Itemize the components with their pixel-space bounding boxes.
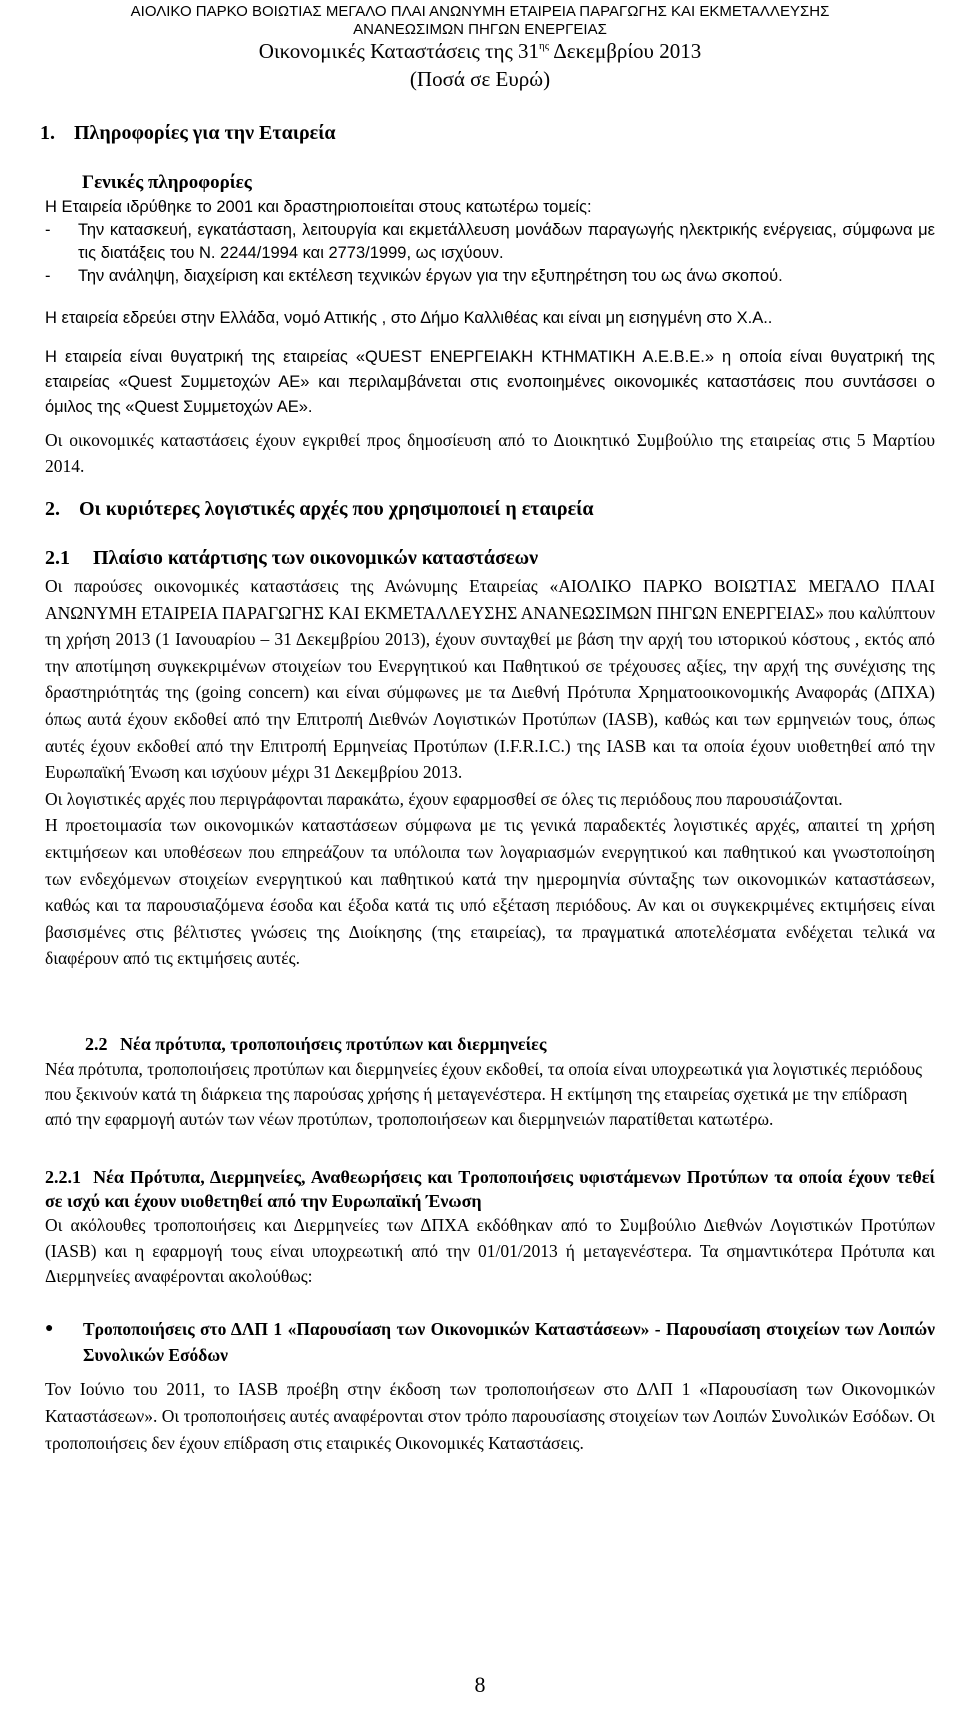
- parent-company-paragraph: Η εταιρεία είναι θυγατρική της εταιρείας «QUEST ΕΝΕΡΓΕΙΑΚΗ ΚΤΗΜΑΤΙΚΗ Α.Ε.Β.Ε.» η οποία είναι θυγατρική της εταιρείας «Quest Συμμετοχών ΑΕ» και περιλαμβάνεται στις ενοποιημένες οικονομικές καταστάσεις που συντάσσει ο όμιλος της «Quest Συμμετοχών ΑΕ».: [45, 348, 935, 416]
- section-2-title: Οι κυριότερες λογιστικές αρχές που χρησιμοποιεί η εταιρεία: [79, 498, 594, 520]
- subsection-2-1-title: Πλαίσιο κατάρτισης των οικονομικών καταστάσεων: [93, 547, 539, 569]
- amounts-currency-note: (Ποσά σε Ευρώ): [409, 67, 551, 91]
- company-name-line-1: ΑΙΟΛΙΚΟ ΠΑΡΚΟ ΒΟΙΩΤΙΑΣ ΜΕΓΑΛΟ ΠΛΑΙ ΑΝΩΝΥΜΗ ΕΤΑΙΡΕΙΑ ΠΑΡΑΓΩΓΗΣ ΚΑΙ ΕΚΜΕΤΑΛΛΕΥΣΗΣ: [130, 3, 830, 20]
- subsection-2-2-number: 2.2: [85, 1034, 108, 1054]
- bullet-dot-icon: ●: [45, 1321, 54, 1336]
- subsection-2-2-1-title: Νέα Πρότυπα, Διερμηνείες, Αναθεωρήσεις και Τροποποιήσεις υφιστάμενων Προτύπων τα οποία έχουν τεθεί σε ισχύ και έχουν υιοθετηθεί από την Ευρωπαϊκή Ένωση: [45, 1167, 935, 1211]
- subsection-2-2-title: Νέα πρότυπα, τροποποιήσεις προτύπων και διερμηνείες: [120, 1034, 547, 1054]
- intro-paragraph: Η Εταιρεία ιδρύθηκε το 2001 και δραστηριοποιείται στους κατωτέρω τομείς:: [45, 198, 592, 216]
- approval-paragraph: Οι οικονομικές καταστάσεις έχουν εγκριθεί προς δημοσίευση από το Διοικητικό Συμβούλιο της εταιρείας στις 5 Μαρτίου 2014.: [45, 430, 935, 476]
- seat-paragraph: Η εταιρεία εδρεύει στην Ελλάδα, νομό Αττικής , στο Δήμο Καλλιθέας και είναι μη εισηγμένη στο Χ.Α..: [45, 309, 773, 327]
- activity-item-2: - Την ανάληψη, διαχείριση και εκτέλεση τεχνικών έργων για την εξυπηρέτηση του ως άνω σκοπού.: [45, 267, 783, 285]
- new-standards-paragraph: Νέα πρότυπα, τροποποιήσεις προτύπων και διερμηνείες έχουν εκδοθεί, τα οποία είναι υποχρεωτικά για λογιστικές περιόδους που ξεκινούν κατά τη διάρκεια της παρούσας χρήσης ή μεταγενέστερα. Η εκτίμηση της εταιρείας σχετικά με την επίδραση από την εφαρμογή αυτών των νέων προτύπων, τροποποιήσεων και διερμηνειών παρατίθεται κατωτέρω.: [45, 1059, 923, 1129]
- ias1-bullet-title: Τροποποιήσεις στο ΔΛΠ 1 «Παρουσίαση των Οικονομικών Καταστάσεων» - Παρουσίαση στοιχείων των Λοιπών Συνολικών Εσόδων: [83, 1319, 935, 1365]
- statements-title-pre: Οικονομικές Καταστάσεις της 31: [258, 39, 540, 63]
- general-info-subtitle: Γενικές πληροφορίες: [82, 172, 252, 193]
- ias1-bullet-item: [45, 1316, 935, 1368]
- subsection-2-2-1-heading: [45, 1165, 935, 1213]
- section-1-body: [45, 196, 935, 288]
- statements-title: [0, 38, 960, 64]
- section-2-number: 2.: [45, 498, 60, 520]
- ias1-paragraph: Τον Ιούνιο του 2011, το IASB προέβη στην έκδοση των τροποποιήσεων στο ΔΛΠ 1 «Παρουσίαση των Οικονομικών Καταστάσεων». Οι τροποποιήσεις αυτές αναφέρονται στον τρόπο παρουσίασης στοιχείων των Λοιπών Συνολικών Εσόδων. Οι τροποποιήσεις δεν έχουν επίδραση στις εταιρικές Οικονομικές Καταστάσεις.: [45, 1379, 935, 1453]
- page-number: 8: [474, 1672, 486, 1697]
- subsection-2-2-1-number: 2.2.1: [45, 1167, 81, 1187]
- section-1-heading: [40, 120, 840, 146]
- framework-paragraph: Οι παρούσες οικονομικές καταστάσεις της Ανώνυμης Εταιρείας «ΑΙΟΛΙΚΟ ΠΑΡΚΟ ΒΟΙΩΤΙΑΣ ΜΕΓΑΛΟ ΠΛΑΙ ΑΝΩΝΥΜΗ ΕΤΑΙΡΕΙΑ ΠΑΡΑΓΩΓΗΣ ΚΑΙ ΕΚΜΕΤΑΛΛΕΥΣΗΣ ΑΝΑΝΕΩΣΙΜΩΝ ΠΗΓΩΝ ΕΝΕΡΓΕΙΑΣ» που καλύπτουν τη χρήση 2013 (1 Ιανουαρίου – 31 Δεκεμβρίου 2013), έχουν συνταχθεί με βάση την αρχή του ιστορικού κόστους , εκτός από την αποτίμηση συγκεκριμένων στοιχείων του Ενεργητικού και Παθητικού σε τρέχουσες αξίες, την αρχή της συνέχισης της δραστηριότητάς της (going concern) και είναι σύμφωνες με τα Διεθνή Πρότυπα Χρηματοοικονομικής Αναφοράς (ΔΠΧΑ) όπως αυτά έχουν εκδοθεί από την Επιτροπή Διεθνών Λογιστικών Προτύπων (IASB), καθώς και των ερμηνειών τους, όπως αυτές έχουν εκδοθεί από την Επιτροπή Ερμηνείας Προτύπων (I.F.R.I.C.) της IASB και τα οποία έχουν υιοθετηθεί από την Ευρωπαϊκή Ένωση και ισχύουν μέχρι 31 Δεκεμβρίου 2013.: [45, 576, 935, 783]
- subsection-2-1-number: 2.1: [45, 547, 70, 569]
- subsection-2-1-heading: [45, 545, 925, 571]
- company-name-line-2: ΑΝΑΝΕΩΣΙΜΩΝ ΠΗΓΩΝ ΕΝΕΡΓΕΙΑΣ: [353, 21, 607, 38]
- section-2-heading: [45, 496, 925, 522]
- activity-item-1: - Την κατασκευή, εγκατάσταση, λειτουργία και εκμετάλλευση μονάδων παραγωγής ηλεκτρικής ενέργειας, σύμφωνα με τις διατάξεις του Ν. 2244/1994 και 2773/1999, ως ισχύουν.: [45, 221, 935, 262]
- section-1-number: 1.: [40, 122, 55, 144]
- section-1-title: Πληροφορίες για την Εταιρεία: [74, 122, 336, 144]
- amendments-paragraph: Οι ακόλουθες τροποποιήσεις και Διερμηνείες των ΔΠΧΑ εκδόθηκαν από το Συμβούλιο Διεθνών Λογιστικών Προτύπων (IASB) και η εφαρμογή τους είναι υποχρεωτική από την 01/01/2013 ή μεταγενέστερα. Τα σημαντικότερα Πρότυπα και Διερμηνείες αναφέρονται ακολούθως:: [45, 1215, 935, 1286]
- accounting-principles-paragraph: Οι λογιστικές αρχές που περιγράφονται παρακάτω, έχουν εφαρμοσθεί σε όλες τις περιόδους που παρουσιάζονται.: [45, 788, 843, 809]
- estimates-paragraph: Η προετοιμασία των οικονομικών καταστάσεων σύμφωνα με τις γενικά παραδεκτές λογιστικές αρχές, απαιτεί τη χρήση εκτιμήσεων και υποθέσεων που επηρεάζουν τα υπόλοιπα των λογαριασμών ενεργητικού και παθητικού και γνωστοποίηση των ενδεχόμενων στοιχείων ενεργητικού και παθητικού κατά την ημερομηνία σύνταξης των οικονομικών καταστάσεων, καθώς και τα παρουσιαζόμενα έσοδα και έξοδα κατά τις υπό εξέταση περιόδους. Αν και οι συγκεκριμένες εκτιμήσεις είναι βασισμένες στις βέλτιστες γνώσεις της Διοίκησης (της εταιρείας), τα πραγματικά αποτελέσματα ενδέχεται τελικά να διαφέρουν από τις εκτιμήσεις αυτές.: [45, 815, 935, 969]
- subsection-2-1-body: [45, 573, 935, 972]
- activity-item-2-text: Την ανάληψη, διαχείριση και εκτέλεση τεχνικών έργων για την εξυπηρέτηση του ως άνω σκοπού.: [78, 267, 783, 285]
- statements-title-sup: ης: [539, 40, 550, 52]
- statements-title-post: Δεκεμβρίου 2013: [549, 39, 702, 63]
- subsection-2-2-heading: [45, 1032, 925, 1056]
- activity-item-1-text: Την κατασκευή, εγκατάσταση, λειτουργία και εκμετάλλευση μονάδων παραγωγής ηλεκτρικής ενέργειας, σύμφωνα με τις διατάξεις του Ν. 2244/1994 και 2773/1999, ως ισχύουν.: [78, 221, 935, 262]
